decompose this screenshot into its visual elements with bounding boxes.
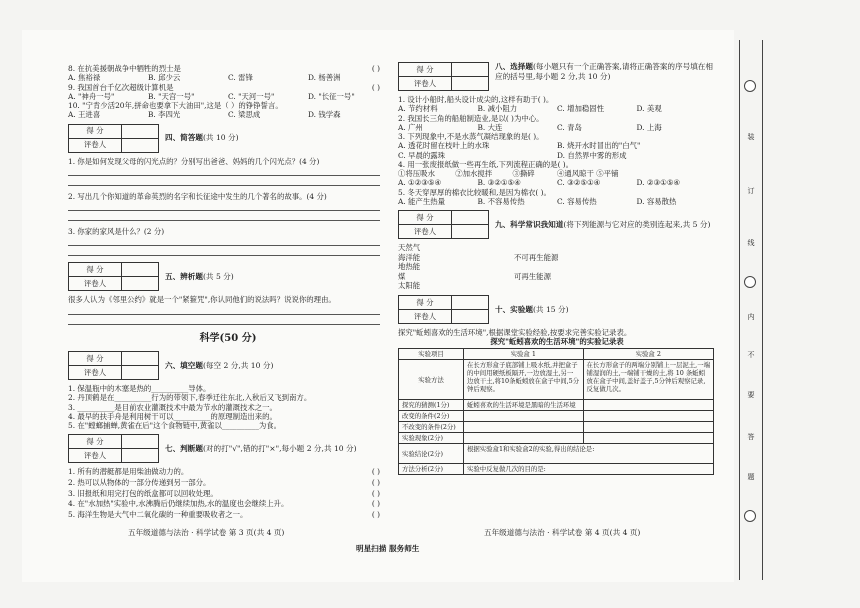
step-1: ①将压吸水 — [398, 169, 435, 178]
section-6-title: 六、填空题 — [165, 360, 203, 370]
option-a: A. 王进喜 — [68, 110, 101, 120]
margin-rule — [739, 40, 740, 580]
option-d: D. 自然界中雾的形成 — [557, 150, 627, 160]
right-page-footer: 五年级道德与法治 · 科学试卷 第 4 页(共 4 页) — [484, 528, 641, 537]
fill-q2[interactable]: 2. 丹顶鹤是在__________行为的带领下,春季迁往东北,入秋后又飞到南方。 — [68, 393, 312, 403]
binding-margin — [736, 40, 766, 580]
hypothesis-cell: 蚯蚓喜欢的生活环境是黑暗的生活环境 — [464, 400, 584, 411]
short-answer-q3: 3. 你家的家风是什么？(2 分) — [68, 227, 165, 236]
grader-label: 评卷人 — [69, 449, 122, 463]
fill-q1[interactable]: 1. 保温瓶中的木塞是热的__________导体。 — [68, 384, 211, 393]
margin-label: 不 — [747, 351, 755, 359]
score-box-8 — [398, 62, 489, 91]
option-b: B. 李四光 — [148, 110, 181, 120]
row-label-unchanged: 不改变的条件(2分) — [399, 422, 464, 433]
step-4-5: ④通风晾干 ⑤平铺 — [556, 169, 619, 178]
grader-cell[interactable] — [122, 366, 159, 380]
option-c: C. 梁思成 — [228, 110, 261, 120]
score-cell[interactable] — [122, 352, 159, 366]
q-text: 1. 设计小船时,船头设计成尖的,这样有助于( )。 — [398, 95, 554, 104]
section-9-title: 九、科学常识我知道 — [495, 219, 564, 229]
judge-q3: 3. 旧报纸和用完打包的纸盒都可以回收处理。 — [68, 488, 218, 498]
option-d: D. 美观 — [636, 104, 662, 114]
option-a: A. 焦裕禄 — [68, 73, 101, 83]
option-a: A. 能产生热量 — [398, 196, 445, 206]
binding-hole-icon — [744, 510, 756, 522]
grader-label: 评卷人 — [399, 309, 452, 323]
answer-paren[interactable]: ( ) — [371, 64, 380, 73]
section-8-title: 八、选择题 — [495, 62, 533, 71]
grader-label: 评卷人 — [399, 225, 452, 239]
options — [68, 92, 388, 101]
score-box — [68, 124, 159, 153]
answer-paren[interactable]: ( ) — [371, 488, 380, 498]
section-8-note: (每小题只有一个正确答案,请将正确答案的序号填在相应的括号里,每小题 2 分,共 10 分) — [495, 62, 713, 82]
binding-hole-icon — [744, 276, 756, 288]
right-page — [398, 62, 716, 475]
score-cell[interactable] — [452, 63, 489, 77]
row-label-purpose: 方法分析(2分) — [399, 464, 464, 475]
step-2: ②加水搅拌 — [455, 169, 493, 178]
grader-cell[interactable] — [452, 309, 489, 323]
energy-category[interactable]: 可再生能源 — [514, 271, 551, 281]
energy-item[interactable]: 地热能 — [398, 262, 421, 272]
option-a: A. "神舟一号" — [68, 91, 115, 101]
answer-line[interactable] — [68, 236, 380, 246]
options — [68, 73, 388, 82]
row-label-hypothesis: 探究的猜测(1分) — [399, 400, 464, 411]
section-7-note: (对的打"√",错的打"×",每小题 2 分,共 10 分) — [202, 444, 357, 453]
option-a: A. 透花时留在枝叶上的水珠 — [398, 141, 490, 151]
step-3: ③撕碎 — [512, 169, 535, 178]
q-text: 2. 我国长三角的船舶制造业,是以( )为中心。 — [398, 113, 544, 123]
option-d: D. 钱学森 — [308, 110, 341, 120]
judge-q1: 1. 所有的潜艇都是用柴油做动力的。 — [68, 467, 189, 477]
answer-paren[interactable]: ( ) — [371, 499, 380, 509]
answer-line[interactable] — [68, 176, 380, 186]
section-10-title: 十、实验题 — [495, 304, 533, 314]
answer-line[interactable] — [68, 305, 380, 315]
section-5-note: (共 5 分) — [202, 272, 234, 281]
score-label: 得 分 — [399, 295, 452, 309]
col-header-box1: 实验盒 1 — [464, 349, 584, 360]
option-b: B. 不容易传热 — [477, 196, 525, 206]
section-6-header — [68, 351, 388, 380]
option-b: B. 大连 — [477, 122, 503, 132]
margin-label: 答 — [747, 433, 755, 441]
section-5-header — [68, 262, 388, 291]
score-label: 得 分 — [69, 124, 122, 138]
section-6-note: (每空 2 分,共 10 分) — [202, 360, 274, 370]
margin-label: 要 — [747, 391, 755, 399]
option-c: C. 雷锋 — [228, 73, 253, 83]
score-cell[interactable] — [122, 435, 159, 449]
section-title — [495, 62, 715, 83]
answer-paren[interactable]: ( ) — [371, 82, 380, 92]
section-title — [495, 220, 710, 229]
judge-q2: 2. 热可以从物体的一部分传递到另一部分。 — [68, 477, 211, 487]
grader-cell[interactable] — [452, 77, 489, 91]
score-label: 得 分 — [399, 211, 452, 225]
judge-q5: 5. 海洋生物是大气中二氧化碳的一种重要吸收者之一。 — [68, 510, 248, 520]
hypothesis-cell-2[interactable] — [583, 400, 713, 411]
subject-title: 科学(50 分) — [199, 332, 257, 344]
col-header-box2: 实验盒 2 — [583, 349, 713, 360]
short-answer-q2: 2. 写出几个你知道的革命英烈的名字和长征途中发生的几个著名的故事。(4 分) — [68, 191, 327, 201]
energy-item[interactable]: 海洋能 — [398, 252, 421, 262]
answer-cell[interactable] — [583, 433, 713, 444]
option-c: C. ③②⑤①④ — [557, 178, 601, 188]
judge-q4: 4. 在"水加热"实验中,水沸腾后仍继续加热,水的温度也会继续上升。 — [68, 499, 289, 509]
answer-cell[interactable] — [464, 433, 584, 444]
q-text: 9. 我国首台千亿次超级计算机是 — [68, 82, 174, 92]
section-9-note: (将下列能源与它对应的类别连起来,共 5 分) — [563, 219, 711, 229]
section-9-header — [398, 210, 716, 239]
choice8-q5 — [398, 188, 716, 207]
score-cell[interactable] — [452, 295, 489, 309]
col-header-item: 实验项目 — [399, 349, 464, 360]
answer-paren[interactable]: ( ) — [371, 467, 380, 477]
row-label-conclusion: 实验结论(2分) — [399, 444, 464, 464]
margin-label: 订 — [747, 187, 755, 195]
q-text: 3. 下列现象中,不是水蒸气凝结现象的是( )。 — [398, 132, 544, 141]
option-c: C. 早晨的露珠 — [398, 150, 446, 160]
section-10-note: (共 15 分) — [532, 304, 569, 314]
score-cell[interactable] — [122, 124, 159, 138]
choice8-q3 — [398, 132, 716, 160]
score-label: 得 分 — [69, 263, 122, 277]
left-page-footer: 五年级道德与法治 · 科学试卷 第 3 页(共 4 页) — [128, 528, 285, 537]
answer-line[interactable] — [68, 246, 380, 256]
choice-q10 — [68, 101, 388, 120]
option-b: B. "天宫一号" — [148, 91, 195, 101]
score-box — [398, 210, 489, 239]
experiment-record-table — [398, 348, 714, 475]
answer-line[interactable] — [68, 166, 380, 176]
score-label: 得 分 — [69, 435, 122, 449]
option-b: B. 减小阻力 — [477, 104, 518, 114]
q-text: 8. 在抗美援朝战争中牺牲的烈士是 — [68, 64, 181, 73]
analysis-q: 很多人认为《邻里公约》就是一个"紧箍咒",你认同他们的说法吗？说说你的理由。 — [68, 295, 336, 305]
section-title — [165, 444, 357, 453]
answer-line[interactable] — [68, 315, 380, 325]
grader-cell[interactable] — [122, 277, 159, 291]
choice8-q1 — [398, 95, 716, 114]
left-page — [68, 64, 388, 521]
option-c: C. 青岛 — [557, 122, 582, 132]
score-box — [68, 262, 159, 291]
q-text: 10. "宁肯少活20年,拼命也要拿下大油田",这是（ ）的铮铮誓言。 — [68, 101, 283, 110]
grader-label: 评卷人 — [69, 277, 122, 291]
score-cell[interactable] — [452, 211, 489, 225]
grader-label: 评卷人 — [399, 77, 452, 91]
option-c: C. "天河一号" — [228, 91, 275, 101]
grader-label: 评卷人 — [69, 366, 122, 380]
option-a: A. ①②③⑤④ — [398, 178, 442, 188]
answer-cell[interactable] — [583, 411, 713, 422]
conclusion-cell[interactable]: 根据实验盒1和实验盒2的实验,得出的结论是: — [464, 444, 714, 464]
short-answer-q1: 1. 你是如何发现父母的闪光点的？分别写出爸爸、妈妈的几个闪光点？(4 分) — [68, 156, 320, 166]
option-a: A. 节约材料 — [398, 104, 438, 114]
option-d: D. 容易散热 — [636, 196, 677, 206]
option-b: B. 烧开水时冒出的"白气" — [557, 141, 641, 151]
energy-item[interactable]: 煤 — [398, 271, 406, 281]
grader-cell[interactable] — [122, 449, 159, 463]
scan-watermark: 明星扫描 服务师生 — [356, 544, 420, 553]
choice8-q2 — [398, 114, 716, 133]
row-label-changed: 改变的条件(2分) — [399, 411, 464, 422]
section-title — [495, 305, 569, 314]
option-c: C. 容易传热 — [557, 196, 597, 206]
section-7-title: 七、判断题 — [165, 444, 203, 453]
score-label: 得 分 — [399, 63, 452, 77]
grader-label: 评卷人 — [69, 138, 122, 152]
section-4-header — [68, 124, 388, 153]
score-box — [68, 434, 159, 463]
section-title — [165, 272, 234, 281]
options — [68, 110, 388, 119]
section-4-note: (共 10 分) — [202, 133, 239, 143]
section-5-title: 五、辨析题 — [165, 272, 203, 281]
score-label: 得 分 — [69, 352, 122, 366]
q-text: 4. 用一张废报纸做一些再生纸,下列流程正确的是( )。 — [398, 159, 574, 169]
section-8-header — [398, 62, 716, 91]
option-b: B. 邱少云 — [148, 73, 181, 83]
row-label-phenomenon: 实验现象(2分) — [399, 433, 464, 444]
fill-q5[interactable]: 5. 在"螳螂捕蝉,黄雀在后"这个食物链中,黄雀以__________为食。 — [68, 421, 282, 430]
grader-cell[interactable] — [122, 138, 159, 152]
section-7-header — [68, 434, 388, 463]
section-4-title: 四、简答题 — [165, 133, 203, 143]
answer-paren[interactable]: ( ) — [371, 477, 380, 487]
answer-cell[interactable] — [464, 411, 584, 422]
margin-label: 内 — [747, 313, 755, 321]
grader-cell[interactable] — [452, 225, 489, 239]
margin-label: 装 — [747, 133, 755, 141]
option-d: D. ②③①⑤④ — [636, 178, 680, 188]
section-title — [165, 133, 239, 142]
answer-cell[interactable] — [464, 422, 584, 433]
fill-q3[interactable]: 3. __________是目前农业灌溉技术中最为节水的灌溉技术之一。 — [68, 402, 277, 412]
answer-line[interactable] — [68, 211, 380, 221]
table-title: 探究"蚯蚓喜欢的生活环境"的实验记录表 — [490, 337, 624, 347]
answer-paren[interactable]: ( ) — [371, 510, 380, 520]
option-c: C. 增加稳固性 — [557, 104, 605, 114]
energy-category[interactable]: 不可再生能源 — [514, 252, 559, 262]
purpose-cell[interactable]: 实验中反复做几次的目的是: — [464, 464, 714, 475]
option-d: D. 上海 — [636, 122, 662, 132]
energy-matching — [398, 243, 716, 291]
answer-line[interactable] — [68, 201, 380, 211]
row-label-method: 实验方法 — [399, 360, 464, 400]
answer-cell[interactable] — [583, 422, 713, 433]
margin-label: 线 — [747, 239, 755, 247]
q-text: 5. 冬天穿厚厚的棉衣比较暖和,是因为棉衣( )。 — [398, 187, 551, 197]
method-box2: 在长方形盒子的两端分别铺上一层泥土,一端铺湿润的土,一端铺干燥的土,将 10 条蚯蚓放在盒子中间,盖好盖子,5分钟后观察记录,反复做几次。 — [583, 360, 713, 400]
option-a: A. 广州 — [398, 122, 423, 132]
score-box — [398, 295, 489, 324]
option-b: B. ③②①⑤④ — [477, 178, 521, 188]
binding-hole-icon — [744, 80, 756, 92]
section-title — [165, 361, 273, 370]
energy-item[interactable]: 太阳能 — [398, 281, 421, 291]
margin-label: 题 — [747, 473, 755, 481]
method-box1: 在长方形盒子底部铺上吸水纸,并把盒子的中间用硬纸板隔开,一边放湿土,另一边放干土,将10条蚯蚓放在盒子中间,5分钟后观察。 — [464, 360, 584, 400]
fill-q4[interactable]: 4. 最早的扶手舟是利用树干可以__________的原理制造出来的。 — [68, 411, 277, 421]
choice-q9 — [68, 83, 388, 102]
experiment-intro: 探究"蚯蚓喜欢的生活环境",根据课堂实验经验,按要求完善实验记录表。 — [398, 327, 632, 337]
option-d: D. "长征一号" — [308, 91, 355, 101]
margin-rule — [762, 40, 763, 580]
section-10-header — [398, 295, 716, 324]
choice-q8 — [68, 64, 388, 83]
energy-item[interactable]: 天然气 — [398, 243, 421, 252]
score-cell[interactable] — [122, 263, 159, 277]
score-box — [68, 351, 159, 380]
option-d: D. 杨善洲 — [308, 73, 341, 83]
choice8-q4 — [398, 160, 716, 188]
